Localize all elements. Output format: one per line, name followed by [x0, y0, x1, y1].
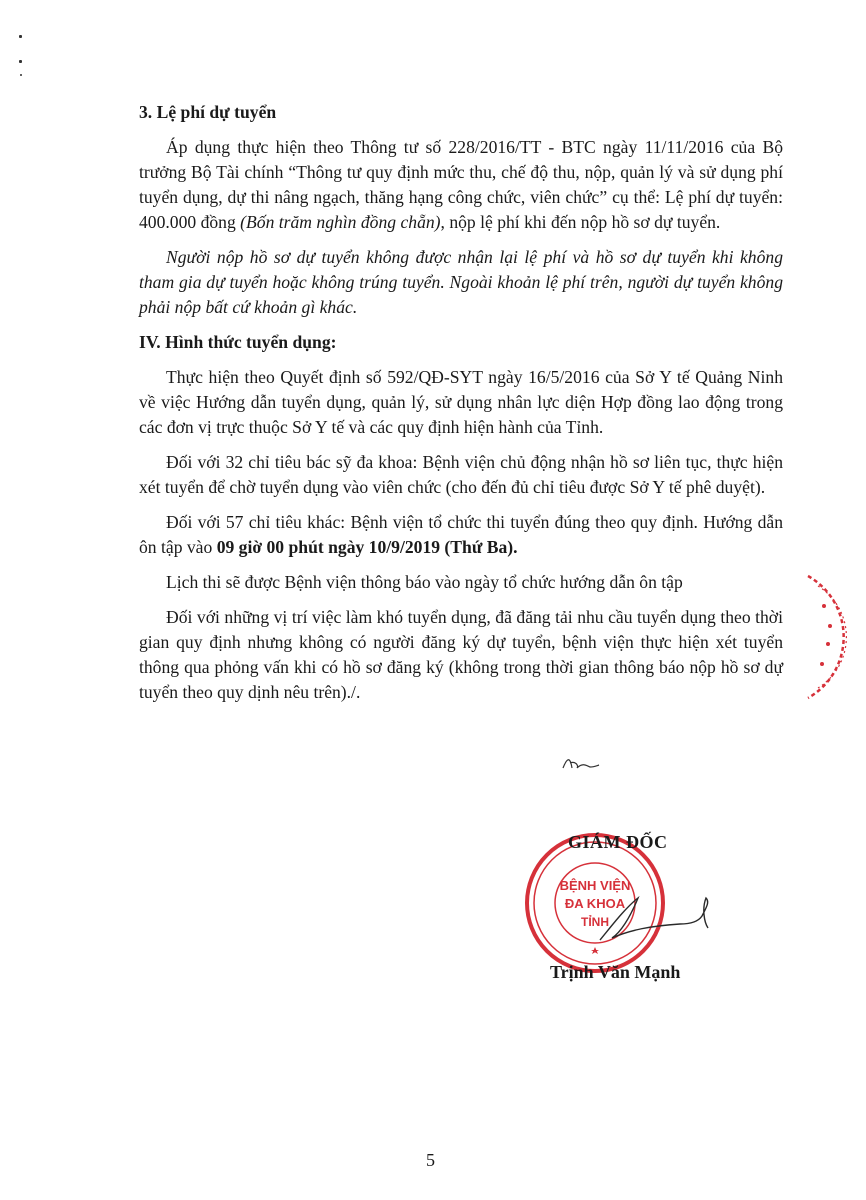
paragraph-other-quota	[139, 510, 783, 560]
section-heading-fee: 3. Lệ phí dự tuyển	[139, 102, 277, 122]
handwritten-signature	[590, 888, 720, 948]
page-number: 5	[426, 1150, 435, 1170]
paragraph-fee-note: Người nộp hồ sơ dự tuyển không được nhận lại lệ phí và hồ sơ dự tuyển khi không tham gia dự tuyển hoặc không trúng tuyển. Ngoài khoản lệ phí trên, người dự tuyển không phải nộp bất cứ khoản gì khác.	[139, 247, 783, 317]
scan-mark	[20, 74, 22, 76]
fee-amount-words: (Bốn trăm nghìn đồng chẵn)	[240, 212, 441, 232]
signer-name: Trịnh Văn Mạnh	[550, 962, 681, 982]
other-quota-text: Đối với 57 chỉ tiêu khác: Bệnh viện tổ chức thi tuyển đúng theo quy định. Hướng dẫn ôn tập vào	[139, 512, 783, 557]
seal-line-3: TỈNH	[581, 915, 609, 929]
paragraph-fee-regulation	[139, 135, 783, 235]
scan-mark	[19, 35, 22, 38]
paragraph-exam-schedule: Lịch thi sẽ được Bệnh viện thông báo vào ngày tổ chức hướng dẫn ôn tập	[166, 572, 683, 592]
handwritten-initials	[561, 752, 601, 774]
body-text	[139, 100, 783, 705]
fee-text-end: , nộp lệ phí khi đến nộp hồ sơ dự tuyển.	[440, 212, 721, 232]
signature-block	[520, 828, 720, 998]
paragraph-decision: Thực hiện theo Quyết định số 592/QĐ-SYT ngày 16/5/2016 của Sở Y tế Quảng Ninh về việc Hướng dẫn tuyển dụng, quản lý, sử dụng nhân lực diện Hợp đồng lao động trong các đơn vị trực thuộc Sở Y tế và các quy định hiện hành của Tỉnh.	[139, 367, 783, 437]
paragraph-hard-to-recruit: Đối với những vị trí việc làm khó tuyển dụng, đã đăng tải nhu cầu tuyển dụng theo thời gian quy định nhưng không có người đăng ký dự tuyển, bệnh viện thực hiện xét tuyển thông qua phỏng vấn khi có hồ sơ đăng ký (không trong thời gian thông báo nộp hồ sơ dự tuyển theo quy dịnh nêu trên)./.	[139, 607, 783, 702]
section-heading-recruitment-form: IV. Hình thức tuyển dụng:	[139, 332, 337, 352]
seal-line-1: BỆNH VIỆN	[559, 878, 631, 893]
review-schedule: 09 giờ 00 phút ngày 10/9/2019 (Thứ Ba).	[216, 537, 518, 557]
side-stamp	[800, 572, 866, 702]
signer-title: GIÁM ĐỐC	[568, 832, 668, 852]
scan-mark	[19, 60, 22, 63]
paragraph-doctors-quota: Đối với 32 chỉ tiêu bác sỹ đa khoa: Bệnh viện chủ động nhận hồ sơ liên tục, thực hiện xét tuyển để chờ tuyển dụng vào viên chức (cho đến đủ chỉ tiêu được Sở Y tế phê duyệt).	[139, 452, 783, 497]
seal-line-2: ĐA KHOA	[564, 896, 626, 911]
fee-text: Áp dụng thực hiện theo Thông tư số 228/2016/TT - BTC ngày 11/11/2016 của Bộ trưởng Bộ Tài chính “Thông tư quy định mức thu, chế độ thu, nộp, quản lý và sử dụng phí tuyển dụng, dự thi nâng ngạch, thăng hạng công chức, viên chức” cụ thể: Lệ phí dự tuyển: 400.000 đồng	[139, 137, 783, 232]
